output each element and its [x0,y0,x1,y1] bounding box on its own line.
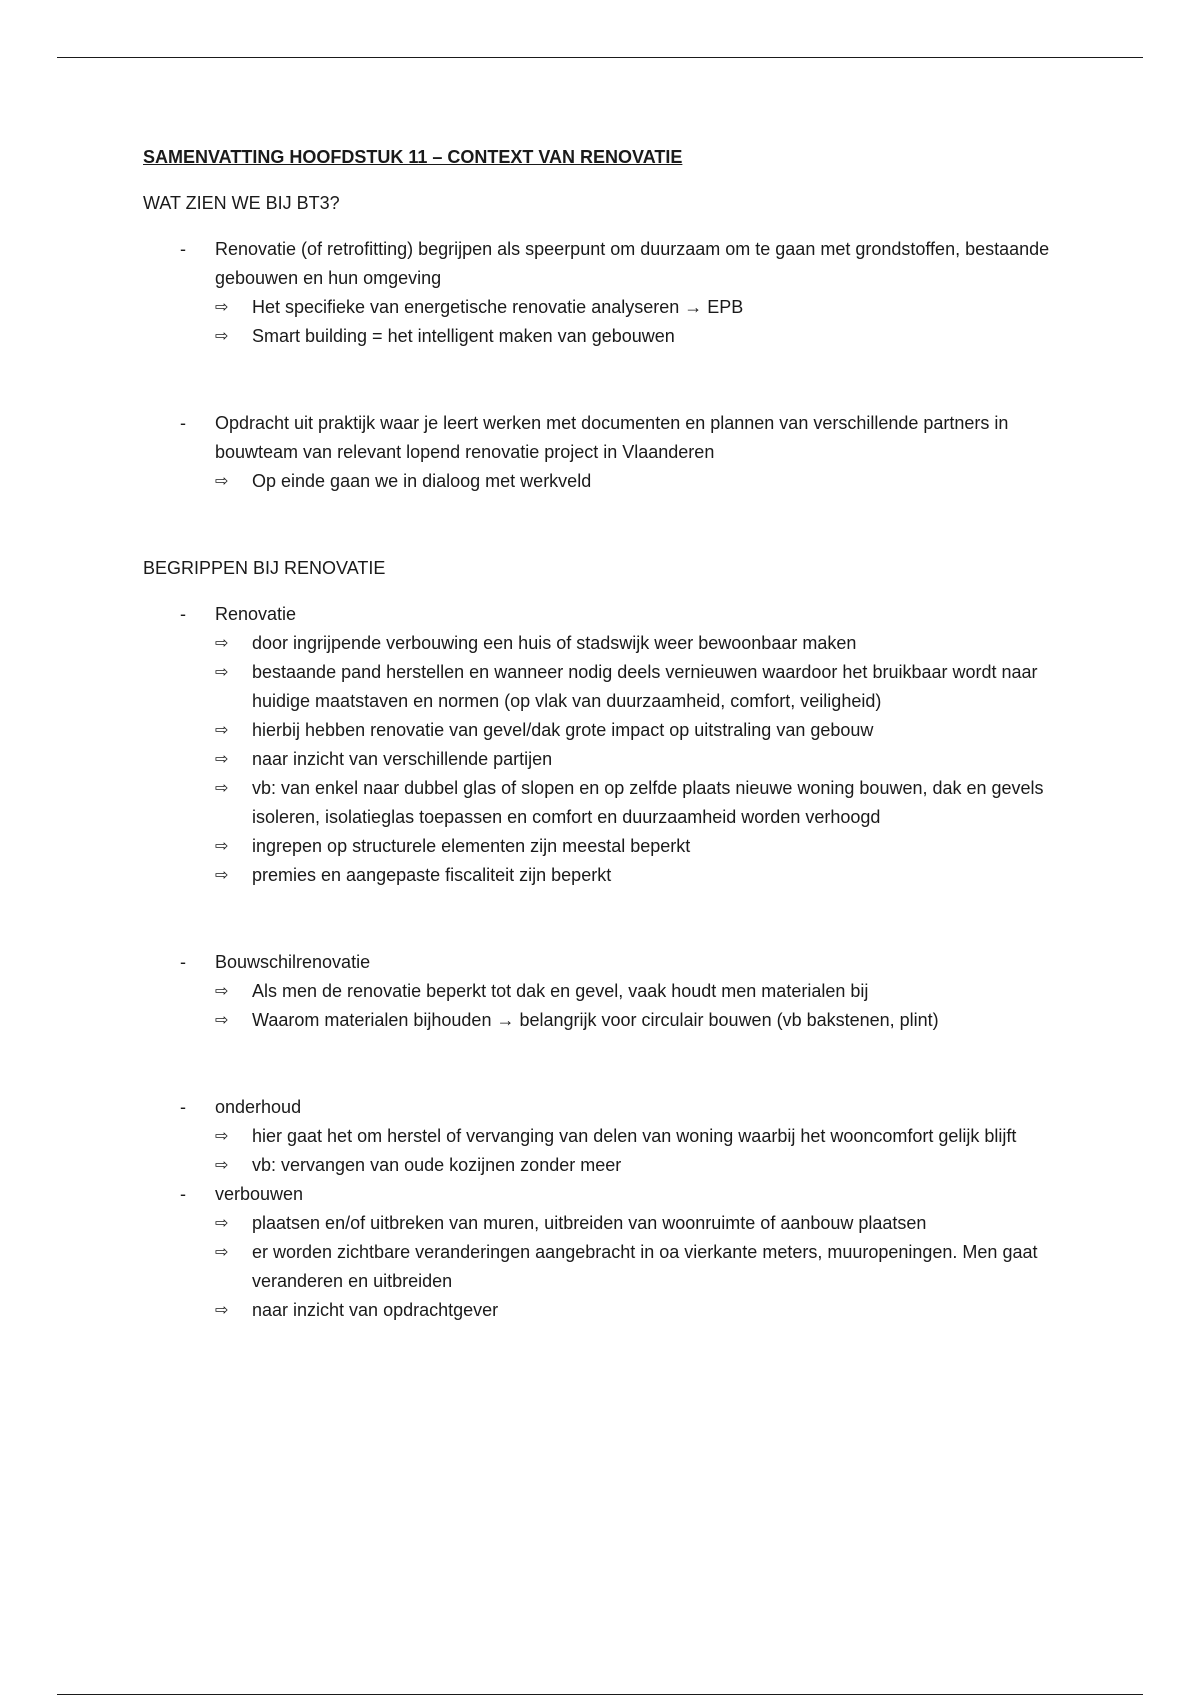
arrow-outline-icon: ⇨ [215,867,229,884]
sub-list-item: ⇨ Waarom materialen bijhouden → belangrijk voor circulair bouwen (vb bakstenen, plint) [215,1006,1063,1035]
arrow-outline-icon: ⇨ [215,635,229,652]
arrow-outline-icon: ⇨ [215,664,229,681]
arrow-outline-icon: ⇨ [215,983,229,1000]
sub-list-item: ⇨ hier gaat het om herstel of vervanging van delen van woning waarbij het wooncomfort gelijk blijft [215,1122,1063,1151]
dash-bullet-icon: - [180,1097,186,1117]
section-list [143,948,1063,1035]
list-item [143,1180,1063,1325]
sub-list-item: ⇨ door ingrijpende verbouwing een huis of stadswijk weer bewoonbaar maken [215,629,1063,658]
section-list [143,409,1063,496]
dash-bullet-icon: - [180,604,186,624]
sub-list-item: ⇨ Het specifieke van energetische renovatie analyseren → EPB [215,293,1063,322]
arrow-outline-icon: ⇨ [215,838,229,855]
page-title: SAMENVATTING HOOFDSTUK 11 – CONTEXT VAN RENOVATIE [143,147,683,167]
sub-list [215,977,1063,1035]
dash-bullet-icon: - [180,1184,186,1204]
sub-list [215,1122,1063,1180]
arrow-outline-icon: ⇨ [215,1244,229,1261]
dash-bullet-icon: - [180,952,186,972]
section-heading-bt3: WAT ZIEN WE BIJ BT3? [143,193,340,213]
document-body [143,143,1063,1325]
sub-list [215,293,1063,351]
list-item-text: Bouwschilrenovatie [215,952,371,972]
arrow-outline-icon: ⇨ [215,1012,229,1029]
list-item-text: onderhoud [215,1097,302,1117]
list-item [143,409,1063,496]
list-item [143,235,1063,351]
arrow-outline-icon: ⇨ [215,473,229,490]
sub-list-item: ⇨ er worden zichtbare veranderingen aangebracht in oa vierkante meters, muuropeningen. Men gaat veranderen en uitbreiden [215,1238,1063,1296]
sub-list-item: ⇨ bestaande pand herstellen en wanneer nodig deels vernieuwen waardoor het bruikbaar wordt naar huidige maatstaven en normen (op vlak van duurzaamheid, comfort, veiligheid) [215,658,1063,716]
arrow-outline-icon: ⇨ [215,780,229,797]
sub-list [215,467,1063,496]
dash-bullet-icon: - [180,413,186,433]
sub-list-item: ⇨ vb: vervangen van oude kozijnen zonder meer [215,1151,1063,1180]
header-rule [57,57,1143,58]
sub-list [215,1209,1063,1325]
arrow-outline-icon: ⇨ [215,1128,229,1145]
sub-list [215,629,1063,890]
list-item-text: Renovatie [215,604,297,624]
sub-list-item: ⇨ naar inzicht van verschillende partijen [215,745,1063,774]
sub-list-item: ⇨ plaatsen en/of uitbreken van muren, uitbreiden van woonruimte of aanbouw plaatsen [215,1209,1063,1238]
arrow-outline-icon: ⇨ [215,1302,229,1319]
arrow-outline-icon: ⇨ [215,299,229,316]
list-item [143,1093,1063,1180]
sub-list-item: ⇨ Op einde gaan we in dialoog met werkveld [215,467,1063,496]
arrow-outline-icon: ⇨ [215,1215,229,1232]
sub-list-item: ⇨ premies en aangepaste fiscaliteit zijn beperkt [215,861,1063,890]
arrow-outline-icon: ⇨ [215,328,229,345]
sub-list-item: ⇨ Smart building = het intelligent maken van gebouwen [215,322,1063,351]
sub-list-item: ⇨ hierbij hebben renovatie van gevel/dak grote impact op uitstraling van gebouw [215,716,1063,745]
list-item [143,948,1063,1035]
arrow-outline-icon: ⇨ [215,722,229,739]
sub-list-item: ⇨ vb: van enkel naar dubbel glas of slopen en op zelfde plaats nieuwe woning bouwen, dak en gevels isoleren, isolatieglas toepassen en comfort en duurzaamheid worden verhoogd [215,774,1063,832]
list-item-text: Opdracht uit praktijk waar je leert werken met documenten en plannen van verschillende partners in bouwteam van relevant lopend renovatie project in Vlaanderen [215,413,1009,462]
arrow-outline-icon: ⇨ [215,1157,229,1174]
list-item-text: verbouwen [215,1184,304,1204]
dash-bullet-icon: - [180,239,186,259]
sub-list-item: ⇨ ingrepen op structurele elementen zijn meestal beperkt [215,832,1063,861]
list-item [143,600,1063,890]
section-list [143,1093,1063,1325]
section-list [143,600,1063,890]
section-heading-begrippen: BEGRIPPEN BIJ RENOVATIE [143,558,386,578]
footer-rule [57,1694,1143,1695]
list-item-text: Renovatie (of retrofitting) begrijpen als speerpunt om duurzaam om te gaan met grondstoffen, bestaande gebouwen en hun omgeving [215,239,1050,288]
sub-list-item: ⇨ naar inzicht van opdrachtgever [215,1296,1063,1325]
sub-list-item: ⇨ Als men de renovatie beperkt tot dak en gevel, vaak houdt men materialen bij [215,977,1063,1006]
arrow-outline-icon: ⇨ [215,751,229,768]
section-list [143,235,1063,351]
